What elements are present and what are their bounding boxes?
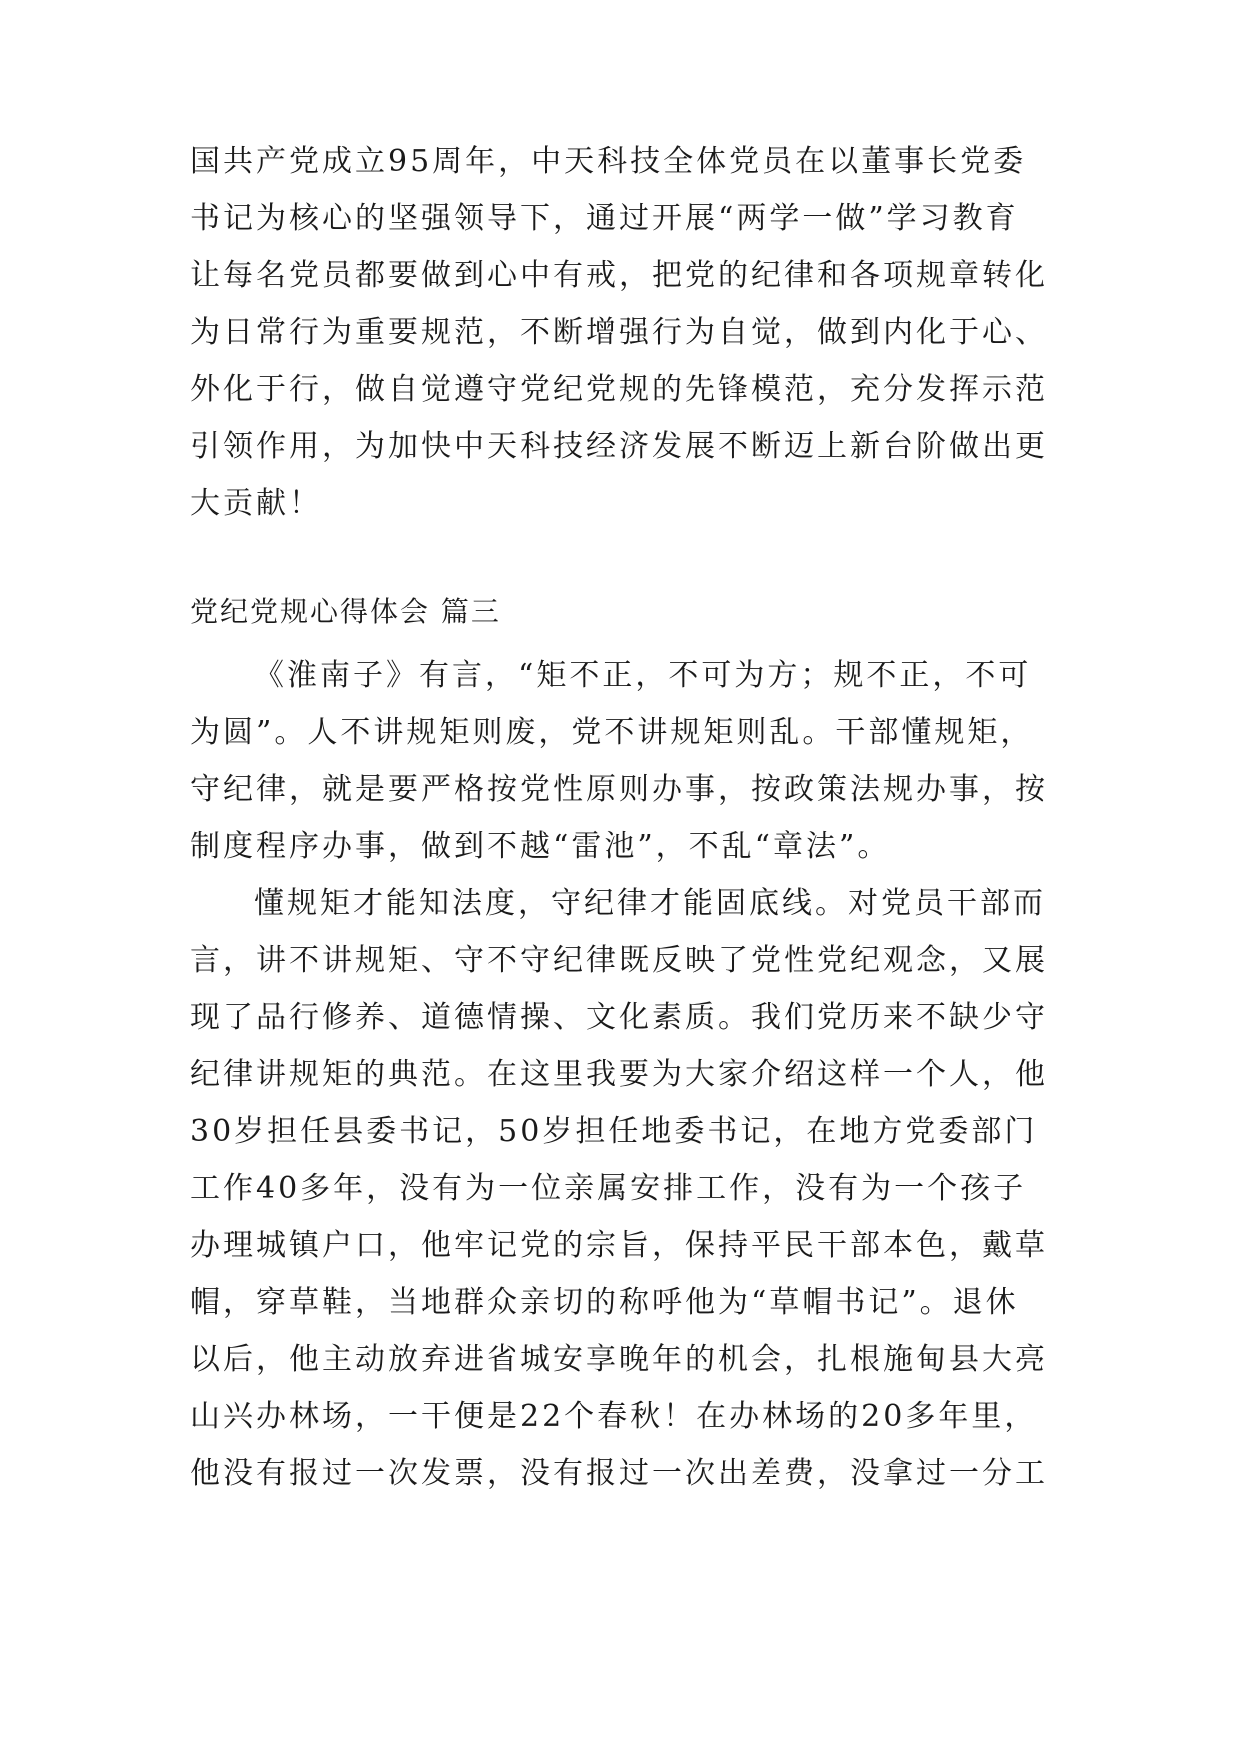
paragraph-3-line: 他没有报过一次发票，没有报过一次出差费，没拿过一分工 [190,1456,1048,1491]
paragraph-1-line: 书记为核心的坚强领导下，通过开展“两学一做”学习教育 [190,201,1019,236]
paragraph-3-line: 帽，穿草鞋，当地群众亲切的称呼他为“草帽书记”。退休 [190,1285,1019,1320]
paragraph-3 [190,884,1050,1514]
section-heading: 党纪党规心得体会 篇三 [190,595,501,628]
paragraph-1-line: 让每名党员都要做到心中有戒，把党的纪律和各项规章转化 [190,258,1048,293]
paragraph-2-line: 为圆”。人不讲规矩则废，党不讲规矩则乱。干部懂规矩， [190,715,1034,750]
paragraph-3-line: 办理城镇户口，他牢记党的宗旨，保持平民干部本色，戴草 [190,1228,1048,1263]
paragraph-3-line: 以后，他主动放弃进省城安享晚年的机会，扎根施甸县大亮 [190,1342,1048,1377]
paragraph-2-line: 制度程序办事，做到不越“雷池”，不乱“章法”。 [190,829,891,864]
paragraph-3-line: 30岁担任县委书记，50岁担任地委书记，在地方党委部门 [190,1114,1038,1149]
paragraph-3-line: 山兴办林场，一干便是22个春秋！在办林场的20多年里， [190,1399,1038,1434]
paragraph-1-line: 为日常行为重要规范，不断增强行为自觉，做到内化于心、 [190,315,1048,350]
paragraph-1 [190,142,1050,521]
paragraph-1-line: 外化于行，做自觉遵守党纪党规的先锋模范，充分发挥示范 [190,372,1048,407]
paragraph-3-line: 言，讲不讲规矩、守不守纪律既反映了党性党纪观念，又展 [190,943,1048,978]
section-heading-block [190,592,1050,632]
paragraph-1-line: 国共产党成立95周年，中天科技全体党员在以董事长党委 [190,144,1027,179]
paragraph-3-line: 工作40多年，没有为一位亲属安排工作，没有为一个孩子 [190,1171,1027,1206]
paragraph-3-line: 现了品行修养、道德情操、文化素质。我们党历来不缺少守 [190,1000,1048,1035]
paragraph-2-line: 守纪律，就是要严格按党性原则办事，按政策法规办事，按 [190,772,1048,807]
paragraph-1-line: 大贡献！ [190,486,322,521]
paragraph-2-line: 《淮南子》有言，“矩不正，不可为方；规不正，不可 [254,658,1032,693]
paragraph-3-line: 懂规矩才能知法度，守纪律才能固底线。对党员干部而 [254,886,1046,921]
paragraph-1-line: 引领作用，为加快中天科技经济发展不断迈上新台阶做出更 [190,429,1048,464]
paragraph-2 [190,656,1050,876]
paragraph-3-line: 纪律讲规矩的典范。在这里我要为大家介绍这样一个人，他 [190,1057,1048,1092]
